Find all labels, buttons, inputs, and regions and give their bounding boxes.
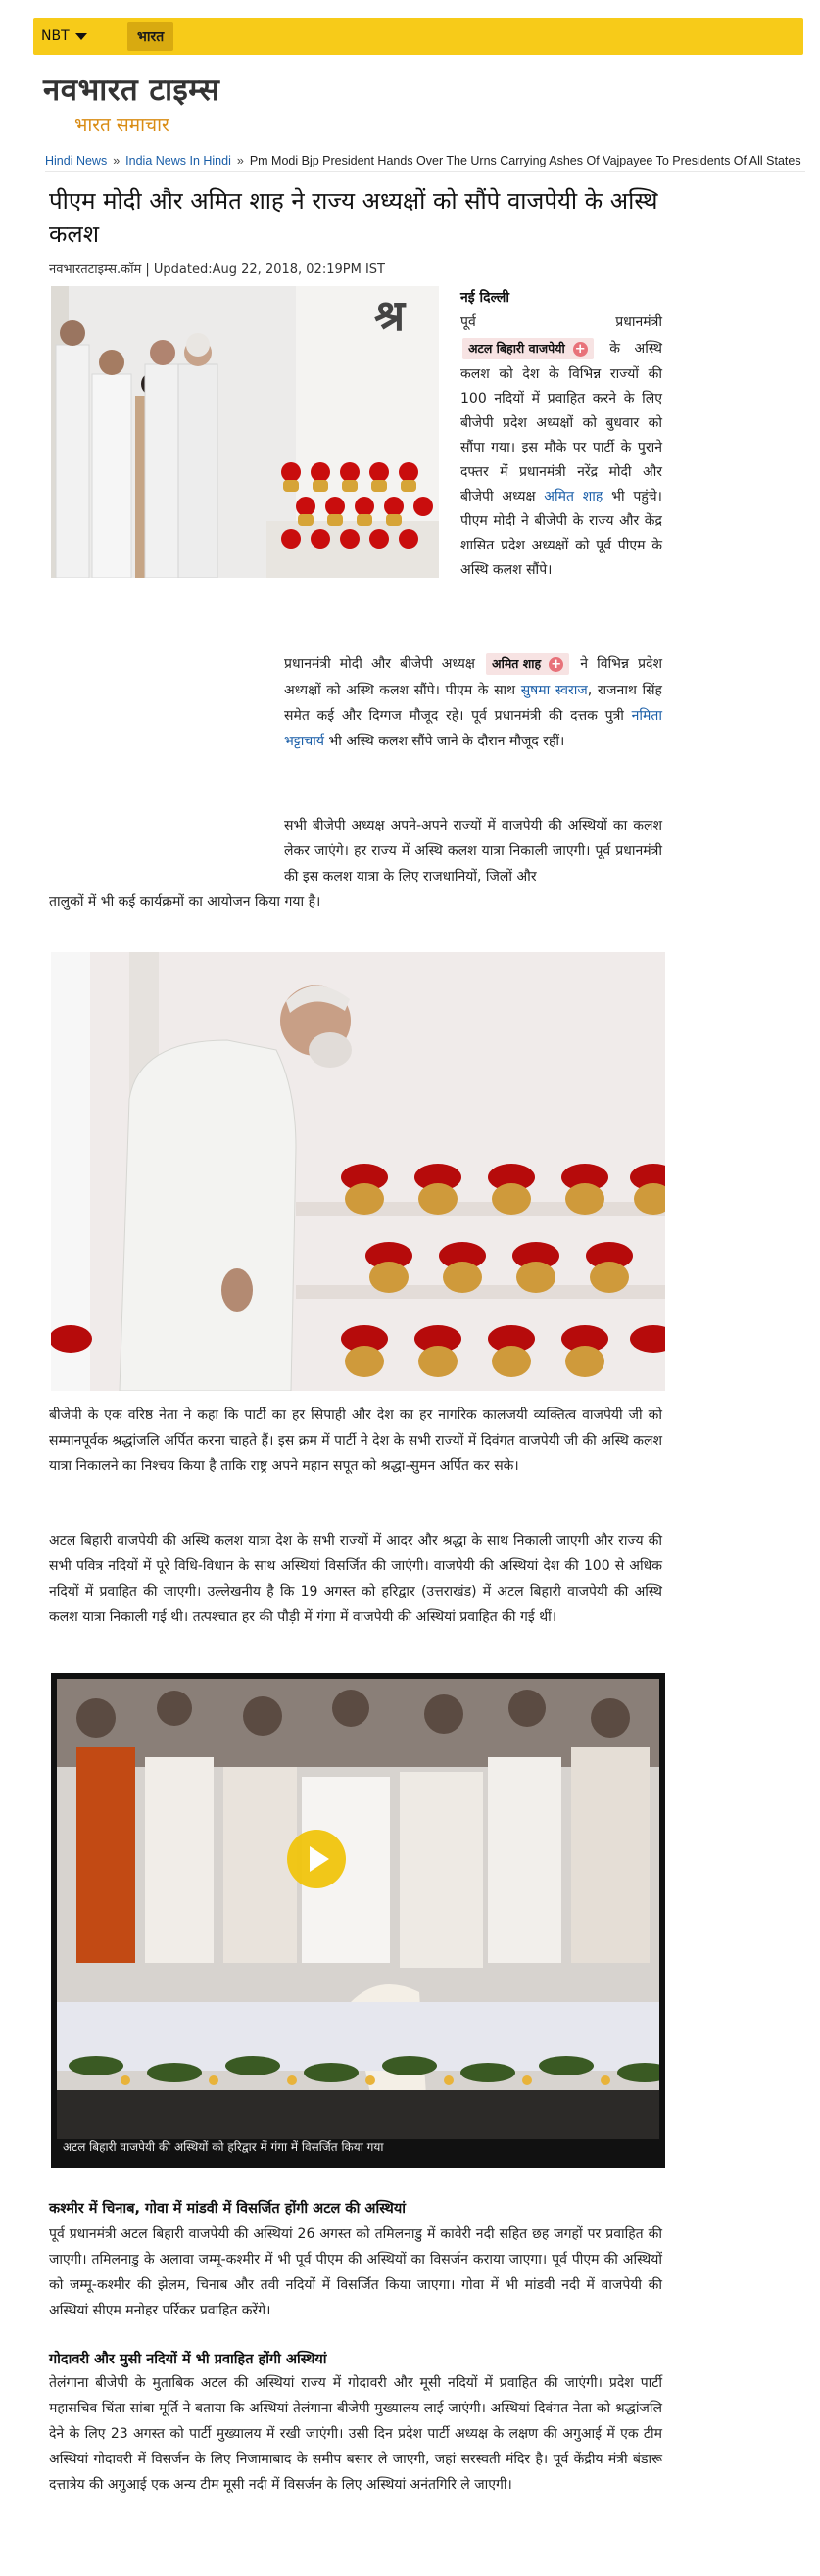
tab-bharat[interactable]: भारत [127, 22, 173, 51]
article-updated: Updated:Aug 22, 2018, 02:19PM IST [153, 262, 385, 277]
topic-tag-vajpayee[interactable] [462, 338, 594, 359]
play-button-icon[interactable] [287, 1830, 346, 1888]
lead-text: पूर्व प्रधानमंत्री [460, 314, 662, 330]
plus-icon[interactable]: + [573, 342, 588, 357]
caret-down-icon [75, 33, 87, 40]
svg-text:श्र: श्र [374, 291, 406, 341]
link-sushma-swaraj[interactable]: सुषमा स्वराज [520, 683, 588, 698]
article-photo-modi-urns[interactable] [51, 952, 665, 1391]
breadcrumb-separator: » [113, 153, 121, 167]
link-amit-shah[interactable]: अमित शाह [544, 489, 603, 504]
link-namita-bhattacharya[interactable]: नमिता भट्टाचार्य [284, 708, 662, 749]
breadcrumb-current: Pm Modi Bjp President Hands Over The Urns Carrying Ashes Of Vajpayee To Presidents Of All States [249, 153, 801, 167]
paragraph-text: ने विभिन्न प्रदेश अध्यक्षों को अस्थि कलश सौंपे। पीएम के साथ [284, 656, 663, 698]
article-title: पीएम मोदी और अमित शाह ने राज्य अध्यक्षों को सौंपे वाजपेयी के अस्थि कलश [49, 187, 658, 248]
article-paragraph: तालुकों में भी कई कार्यक्रमों का आयोजन किया गया है। [49, 894, 321, 910]
section-title[interactable]: भारत समाचार [74, 115, 169, 136]
article-meta: नवभारतटाइम्स.कॉम | Updated:Aug 22, 2018, 02:19PM IST [49, 262, 385, 277]
nbt-label: NBT [41, 28, 70, 44]
paragraph-text: भी अस्थि कलश सौंपे जाने के दौरान मौजूद रहीं। [328, 734, 565, 749]
article-paragraph: बीजेपी के एक वरिष्ठ नेता ने कहा कि पार्टी का हर सिपाही और देश का हर नागरिक कालजयी व्यक्तित्व वाजपेयी जी को सम्मानपूर्वक श्रद्धांजलि अर्पित करना चाहते हैं। इस क्रम में पार्टी ने देश के सभी राज्यों में दिवंगत वाजपेयी जी की अस्थि कलश यात्रा निकालने का निश्चय किया है ताकि राष्ट्र अपने महान सपूत को श्रद्धा-सुमन अर्पित कर सके। [49, 1407, 662, 1474]
subheading: गोदावरी और मुसी नदियों में भी प्रवाहित होंगी अस्थियां [49, 2352, 327, 2367]
lead-text: के अस्थि कलश को देश के विभिन्न राज्यों की 100 नदियों में प्रवाहित करने के लिए बीजेपी प्रदेश अध्यक्षों को बुधवार को सौंपा गया। इस मौके पर पार्टी के पुराने दफ्तर में प्रधानमंत्री नरेंद्र मोदी और बीजेपी अध्यक्ष [460, 341, 662, 504]
video-player[interactable] [51, 1673, 665, 2168]
article-paragraph: तेलंगाना बीजेपी के मुताबिक अटल की अस्थियां राज्य में गोदावरी और मूसी नदियों में प्रवाहित की जाएंगी। प्रदेश पार्टी महासचिव चिंता सांबा मूर्ति ने बताया कि अस्थियां तेलंगाना बीजेपी मुख्यालय लाई जाएंगी। अस्थियां दिवंगत नेता को श्रद्धांजलि देने के लिए 23 अगस्त को पार्टी मुख्यालय में रखी जाएंगी। उसी दिन प्रदेश पार्टी अध्यक्ष के लक्षण की अगुआई में एक टीम अस्थियां गोदावरी में विसर्जन के लिए निजामाबाद के समीप बसार ले जाएगी, जहां सरस्वती मंदिर है। पूर्व केंद्रीय मंत्री बंडारू दत्तात्रेय की अगुआई एक अन्य टीम मूसी नदी में विसर्जन के लिए अस्थियां अनंतगिरि ले जाएगी। [49, 2375, 662, 2493]
article-paragraph: पूर्व प्रधानमंत्री अटल बिहारी वाजपेयी की अस्थियां 26 अगस्त को तमिलनाडु में कावेरी नदी सहित छह जगहों पर प्रवाहित की जाएगी। तमिलनाडु के अलावा जम्मू-कश्मीर में भी पूर्व पीएम की अस्थियों का विसर्जन कराया जाएगा। पूर्व पीएम की अस्थियों को जम्मू-कश्मीर की झेलम, चिनाब और तवी नदियों में विसर्जित किया जाएगा। गोवा में भी मांडवी नदी में वाजपेयी की अस्थियां सीएम मनोहर पर्रिकर प्रवाहित करेंगे। [49, 2226, 662, 2318]
topic-tag-amit-shah[interactable] [486, 653, 569, 675]
breadcrumb-india-news[interactable]: India News In Hindi [125, 153, 231, 167]
article-photo-tribute[interactable] [51, 286, 439, 578]
breadcrumb-separator: » [236, 153, 244, 167]
paragraph-text: , राजनाथ सिंह समेत कई और दिग्गज मौजूद रहे। पूर्व प्रधानमंत्री की दत्तक पुत्री [284, 683, 662, 724]
tag-label: अटल बिहारी वाजपेयी [468, 341, 565, 356]
video-caption: अटल बिहारी वाजपेयी की अस्थियों को हरिद्वार में गंगा में विसर्जित किया गया [63, 2140, 384, 2154]
lead-text: भी पहुंचे। पीएम मोदी ने बीजेपी के राज्य और केंद्र शासित प्रदेश अध्यक्षों को पूर्व पीएम के अस्थि कलश सौंपे। [460, 489, 662, 578]
site-logo[interactable]: नवभारत टाइम्स [43, 72, 220, 108]
plus-icon[interactable]: + [549, 657, 563, 672]
article-source: नवभारतटाइम्स.कॉम [49, 262, 142, 277]
breadcrumb [45, 149, 805, 172]
article-paragraph: सभी बीजेपी अध्यक्ष अपने-अपने राज्यों में वाजपेयी की अस्थियों का कलश लेकर जाएंगे। हर राज्य में अस्थि कलश यात्रा निकाली जाएगी। पूर्व प्रधानमंत्री की इस कलश यात्रा के लिए राजधानियों, जिलों और [284, 818, 662, 884]
top-nav-bar [33, 18, 803, 55]
article-paragraph [284, 650, 662, 754]
article-lead [460, 286, 662, 583]
video-frame [57, 1679, 659, 2139]
tag-label: अमित शाह [492, 656, 542, 671]
subheading: कश्मीर में चिनाब, गोवा में मांडवी में विसर्जित होंगी अटल की अस्थियां [49, 2201, 406, 2217]
nbt-menu-button[interactable] [33, 18, 95, 55]
article-paragraph: अटल बिहारी वाजपेयी की अस्थि कलश यात्रा देश के सभी राज्यों में आदर और श्रद्धा के साथ निकाली जाएगी और राज्य की सभी पवित्र नदियों में पूरे विधि-विधान के साथ अस्थियां विसर्जित की जाएंगी। वाजपेयी की अस्थियां देश की 100 से अधिक नदियों में प्रवाहित की जाएगी। उल्लेखनीय है कि 19 अगस्त को हरिद्वार (उत्तराखंड) में अटल बिहारी वाजपेयी की अस्थि कलश यात्रा निकाली गई थी। तत्पश्चात हर की पौड़ी में गंगा में वाजपेयी की अस्थियां प्रवाहित की गई थीं। [49, 1533, 662, 1625]
dateline-location: नई दिल्ली [460, 290, 510, 306]
paragraph-text: प्रधानमंत्री मोदी और बीजेपी अध्यक्ष [284, 656, 475, 672]
breadcrumb-hindi-news[interactable]: Hindi News [45, 153, 108, 167]
